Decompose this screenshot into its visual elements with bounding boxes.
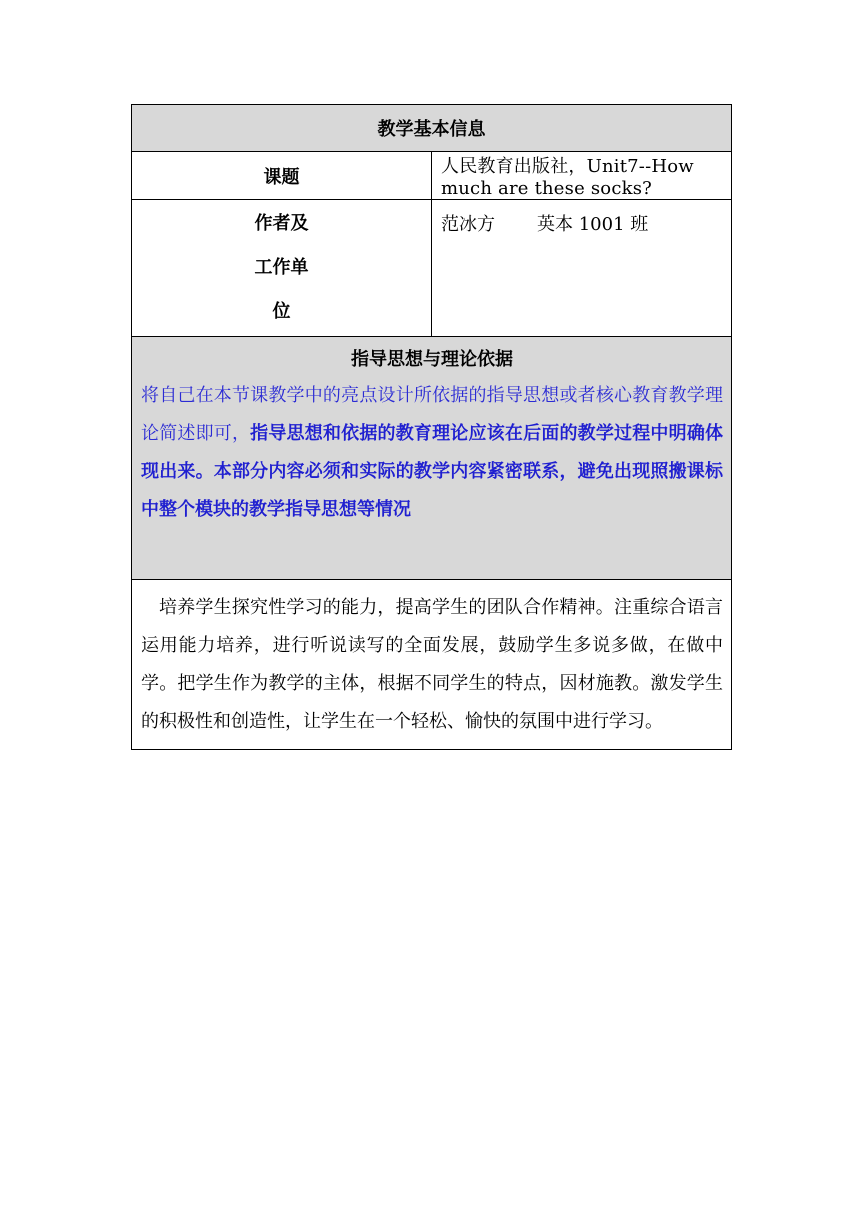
- teaching-info-table: [131, 104, 732, 750]
- author-name: 范冰方: [441, 214, 495, 235]
- guidance-instruction-normal: 将自己在本节课教学中的亮点设计所依据的指导思想或者核心教育教学理论简述即可，: [141, 385, 723, 444]
- author-label: [132, 200, 432, 337]
- topic-label: 课题: [132, 152, 432, 200]
- table-header: 教学基本信息: [132, 105, 732, 152]
- author-value: [432, 200, 732, 337]
- guidance-title: 指导思想与理论依据: [351, 349, 513, 370]
- guidance-content: 培养学生探究性学习的能力，提高学生的团队合作精神。注重综合语言运用能力培养，进行听说读写的全面发展，鼓励学生多说多做，在做中学。把学生作为教学的主体，根据不同学生的特点，因材施教。激发学生的积极性和创造性，让学生在一个轻松、愉快的氛围中进行学习。: [132, 580, 732, 750]
- guidance-section: [132, 337, 732, 580]
- guidance-instruction-bold: 指导思想和依据的教育理论应该在后面的教学过程中明确体现出来。本部分内容必须和实际的教学内容紧密联系，避免出现照搬课标中整个模块的教学指导思想等情况: [141, 423, 724, 520]
- author-label-line: 工作单: [254, 257, 309, 278]
- guidance-instruction: [141, 377, 723, 529]
- author-label-line: 作者及: [254, 213, 309, 234]
- author-label-line: 位: [272, 301, 291, 322]
- author-unit: 英本 1001 班: [537, 214, 649, 235]
- topic-value: 人民教育出版社，Unit7--How much are these socks?: [432, 152, 732, 200]
